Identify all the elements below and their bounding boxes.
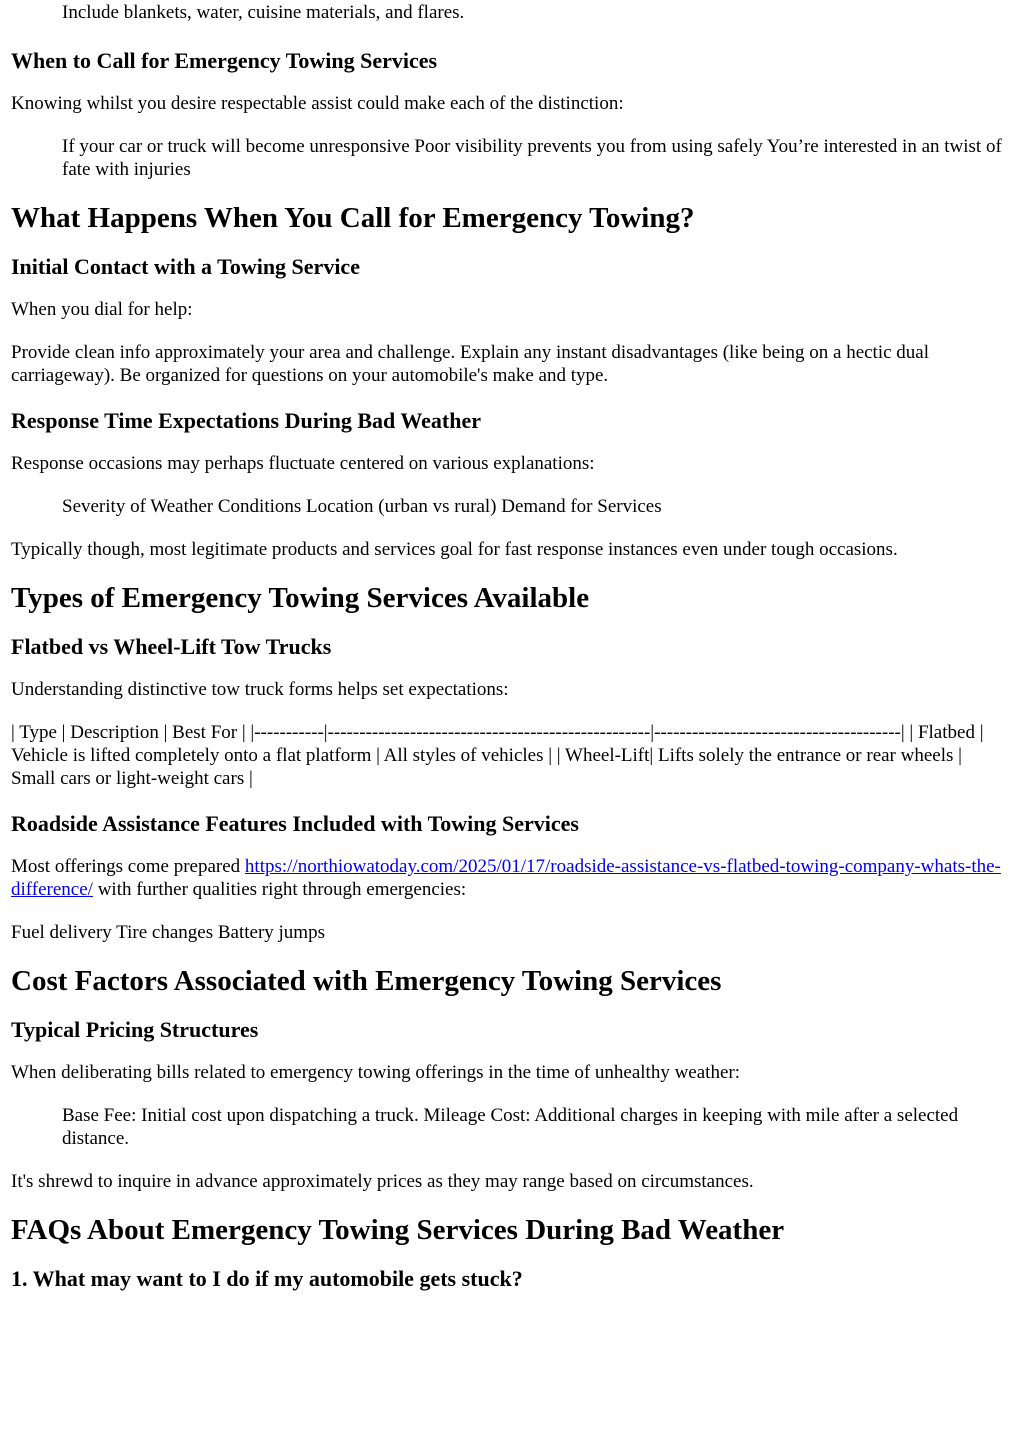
heading-when-to-call: When to Call for Emergency Towing Services — [11, 48, 438, 73]
heading-pricing-structures: Typical Pricing Structures — [11, 1017, 259, 1042]
heading-initial-contact: Initial Contact with a Towing Service — [11, 254, 360, 279]
paragraph-dial-for-help: When you dial for help: — [11, 299, 193, 320]
roadside-article-link[interactable]: https://northiowatoday.com/2025/01/17/roadside-assistance-vs-flatbed-towing-company-whats-the-difference/ — [11, 856, 1001, 900]
paragraph-most-offerings — [11, 855, 1011, 901]
paragraph-markdown-table: | Type | Description | Best For | |-----------|---------------------------------------------------|---------------------------------------| | Flatbed | Vehicle is lifted completely onto a flat platform | All styles of vehicles | | Wheel-Lift| Lifts solely the entrance or rear wheels | Small cars or light-weight cars | — [11, 722, 984, 789]
paragraph-deliberating-bills: When deliberating bills related to emergency towing offerings in the time of unhealthy weather: — [11, 1062, 740, 1083]
paragraph-provide-info: Provide clean info approximately your area and challenge. Explain any instant disadvantages (like being on a hectic dual carriageway). Be organized for questions on your automobile's make and type. — [11, 342, 930, 386]
paragraph-understanding: Understanding distinctive tow truck forms helps set expectations: — [11, 679, 509, 700]
paragraph-response-occasions: Response occasions may perhaps fluctuate centered on various explanations: — [11, 453, 595, 474]
paragraph-roadside-list: Fuel delivery Tire changes Battery jumps — [11, 922, 325, 943]
paragraph-inquire-in-advance: It's shrewd to inquire in advance approximately prices as they may range based on circumstances. — [11, 1171, 754, 1192]
quote-when-to-call: If your car or truck will become unresponsive Poor visibility prevents you from using safely You’re interested in an twist of fate with injuries — [62, 136, 1002, 180]
paragraph-typically: Typically though, most legitimate products and services goal for fast response instances even under tough occasions. — [11, 539, 898, 560]
heading-roadside-assistance: Roadside Assistance Features Included with Towing Services — [11, 811, 579, 836]
heading-types: Types of Emergency Towing Services Available — [11, 582, 590, 614]
quote-pricing: Base Fee: Initial cost upon dispatching a truck. Mileage Cost: Additional charges in keeping with mile after a selected distance. — [62, 1105, 959, 1149]
heading-faqs: FAQs About Emergency Towing Services During Bad Weather — [11, 1214, 785, 1246]
paragraph-when-to-call: Knowing whilst you desire respectable assist could make each of the distinction: — [11, 93, 624, 114]
heading-flatbed-vs-wheel-lift: Flatbed vs Wheel-Lift Tow Trucks — [11, 634, 332, 659]
heading-response-time: Response Time Expectations During Bad Weather — [11, 408, 481, 433]
heading-what-happens: What Happens When You Call for Emergency Towing? — [11, 202, 695, 234]
heading-cost-factors: Cost Factors Associated with Emergency Towing Services — [11, 965, 722, 997]
supplies-list-item: Include blankets, water, cuisine materials, and flares. — [62, 2, 465, 23]
paragraph-most-offerings-tail: with further qualities right through emergencies: — [92, 879, 467, 900]
paragraph-most-offerings-lead: Most offerings come prepared — [11, 856, 245, 877]
faq-question-1: 1. What may want to I do if my automobile gets stuck? — [11, 1266, 523, 1291]
quote-response-factors: Severity of Weather Conditions Location (urban vs rural) Demand for Services — [62, 496, 662, 517]
